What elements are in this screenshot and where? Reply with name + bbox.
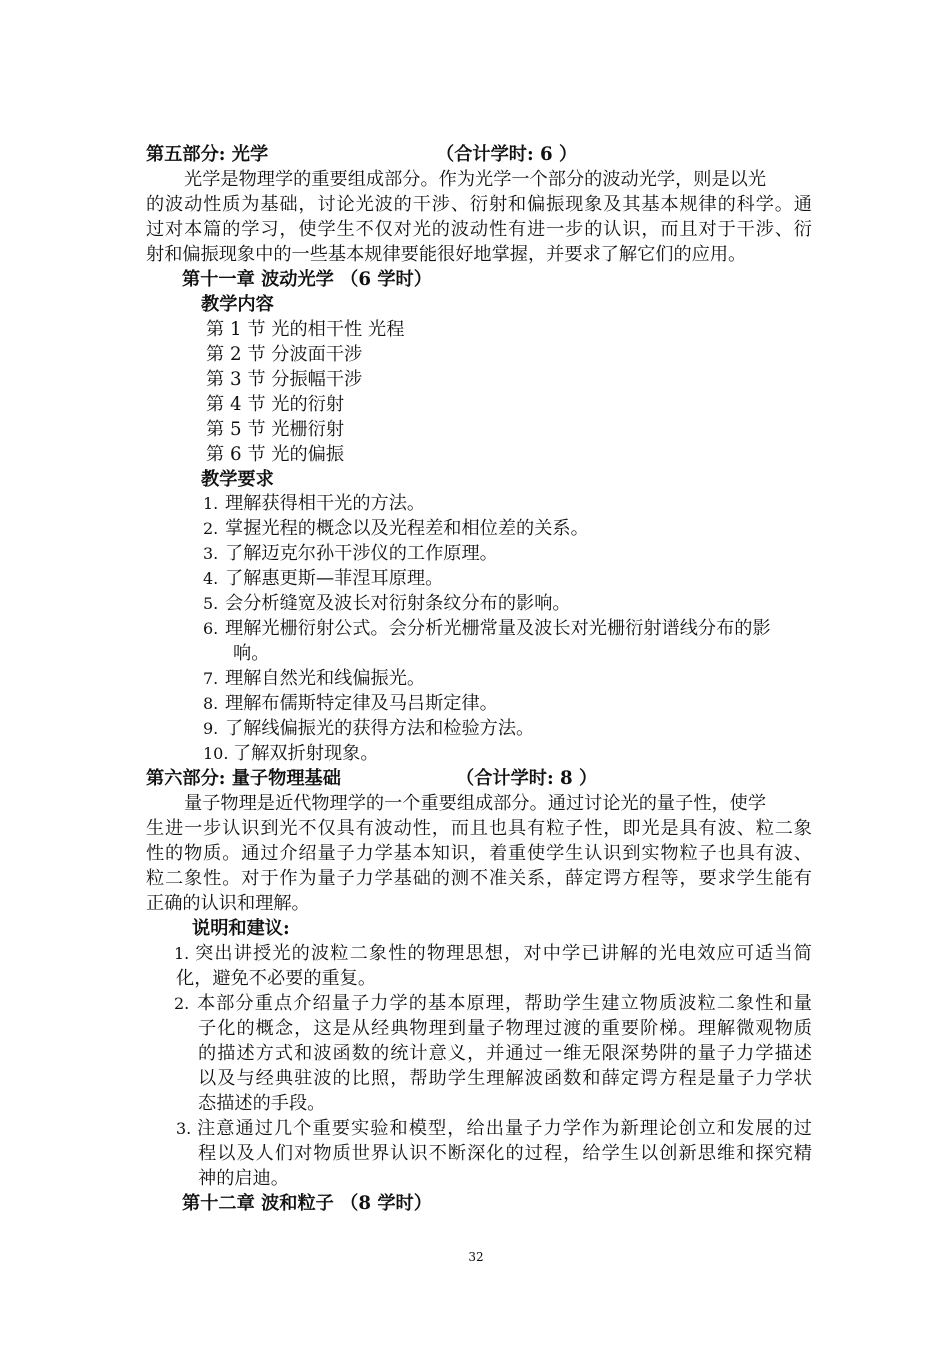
part6-para-line-4: 粒二象性。对于作为量子力学基础的测不准关系，薛定谔方程等，要求学生能有: [146, 868, 812, 889]
requirement-number: 3.: [203, 544, 219, 563]
requirement-text: 理解获得相干光的方法。: [225, 493, 426, 514]
part5-para-line-3: 过对本篇的学习，使学生不仅对光的波动性有进一步的认识，而且对于干涉、衍: [146, 219, 812, 240]
note-continuation: 以及与经典驻波的比照，帮助学生理解波函数和薛定谔方程是量子力学状: [198, 1068, 812, 1089]
requirements-heading: 教学要求: [201, 469, 274, 490]
requirement-number: 2.: [203, 519, 219, 538]
requirement-item: [203, 516, 812, 541]
requirement-item: [203, 491, 812, 516]
section-item: 第 4 节 光的衍射: [206, 394, 345, 415]
note-continuation: 神的启迪。: [198, 1168, 289, 1189]
note-number: 3.: [176, 1119, 192, 1138]
requirement-text: 掌握光程的概念以及光程差和相位差的关系。: [225, 518, 589, 539]
content-heading: 教学内容: [201, 294, 274, 315]
requirement-item: [203, 691, 812, 716]
requirement-number: 1.: [203, 494, 219, 513]
note-text: 本部分重点介绍量子力学的基本原理，帮助学生建立物质波粒二象性和量: [196, 993, 812, 1014]
note-continuation: 态描述的手段。: [198, 1093, 326, 1114]
requirement-text: 了解惠更斯—菲涅耳原理。: [225, 568, 444, 589]
part6-para-line-3: 性的物质。通过介绍量子力学基本知识，着重使学生认识到实物粒子也具有波、: [146, 843, 812, 864]
requirement-text: 理解自然光和线偏振光。: [225, 668, 426, 689]
note-text: 注意通过几个重要实验和模型，给出量子力学作为新理论创立和发展的过: [196, 1118, 812, 1139]
requirement-text: 会分析缝宽及波长对衍射条纹分布的影响。: [225, 593, 571, 614]
note-continuation: 子化的概念，这是从经典物理到量子物理过渡的重要阶梯。理解微观物质: [198, 1018, 812, 1039]
part6-para-line-5: 正确的认识和理解。: [146, 893, 310, 914]
note-continuation: 的描述方式和波函数的统计意义，并通过一维无限深势阱的量子力学描述: [198, 1043, 812, 1064]
notes-heading: 说明和建议:: [192, 918, 290, 939]
requirement-item: [203, 616, 812, 641]
note-number: 1.: [174, 944, 190, 963]
part5-title: 第五部分: 光学: [146, 144, 269, 165]
part6-para-line-1: 量子物理是近代物理学的一个重要组成部分。通过讨论光的量子性，使学: [184, 793, 767, 814]
part6-para-line-2: 生进一步认识到光不仅具有波动性，而且也具有粒子性，即光是具有波、粒二象: [146, 818, 812, 839]
note-text: 突出讲授光的波粒二象性的物理思想，对中学已讲解的光电效应可适当简: [194, 943, 812, 964]
requirement-item: [203, 541, 812, 566]
requirement-item: [203, 716, 812, 741]
requirement-text: 了解双折射现象。: [233, 743, 379, 764]
requirement-number: 9.: [203, 719, 219, 738]
note-item: [174, 991, 812, 1016]
chapter-11-title: 第十一章 波动光学 （6 学时）: [182, 269, 432, 290]
requirement-item: [203, 666, 812, 691]
note-number: 2.: [174, 994, 190, 1013]
note-continuation: 化，避免不必要的重复。: [176, 968, 377, 989]
section-item: 第 3 节 分振幅干涉: [206, 369, 363, 390]
part6-hours: （合计学时: 8 ）: [456, 768, 598, 789]
note-continuation: 程以及人们对物质世界认识不断深化的过程，给学生以创新思维和探究精: [198, 1143, 812, 1164]
part5-para-line-2: 的波动性质为基础，讨论光波的干涉、衍射和偏振现象及其基本规律的科学。通: [146, 194, 812, 215]
section-item: 第 1 节 光的相干性 光程: [206, 319, 405, 340]
requirement-text: 理解光栅衍射公式。会分析光栅常量及波长对光栅衍射谱线分布的影: [225, 618, 771, 639]
note-item: [176, 1116, 812, 1141]
part5-para-line-1: 光学是物理学的重要组成部分。作为光学一个部分的波动光学，则是以光: [184, 169, 767, 190]
part5-para-line-4: 射和偏振现象中的一些基本规律要能很好地掌握，并要求了解它们的应用。: [146, 244, 747, 265]
note-item: [174, 941, 812, 966]
requirement-number: 7.: [203, 669, 219, 688]
chapter-12-title: 第十二章 波和粒子 （8 学时）: [182, 1193, 432, 1214]
requirement-text: 了解迈克尔孙干涉仪的工作原理。: [225, 543, 498, 564]
requirement-continuation: 响。: [233, 643, 270, 664]
requirement-text: 理解布儒斯特定律及马吕斯定律。: [225, 693, 498, 714]
requirement-text: 了解线偏振光的获得方法和检验方法。: [225, 718, 535, 739]
requirement-number: 8.: [203, 694, 219, 713]
requirement-number: 10.: [203, 744, 229, 763]
requirement-item: [203, 741, 812, 766]
page-number: 32: [468, 1250, 484, 1264]
requirement-number: 4.: [203, 569, 219, 588]
requirement-item: [203, 566, 812, 591]
requirement-number: 6.: [203, 619, 219, 638]
section-item: 第 6 节 光的偏振: [206, 444, 345, 465]
part6-title: 第六部分: 量子物理基础: [146, 768, 341, 789]
requirement-item: [203, 591, 812, 616]
section-item: 第 2 节 分波面干涉: [206, 344, 363, 365]
section-item: 第 5 节 光栅衍射: [206, 419, 345, 440]
requirement-number: 5.: [203, 594, 219, 613]
part5-hours: （合计学时: 6 ）: [436, 144, 578, 165]
